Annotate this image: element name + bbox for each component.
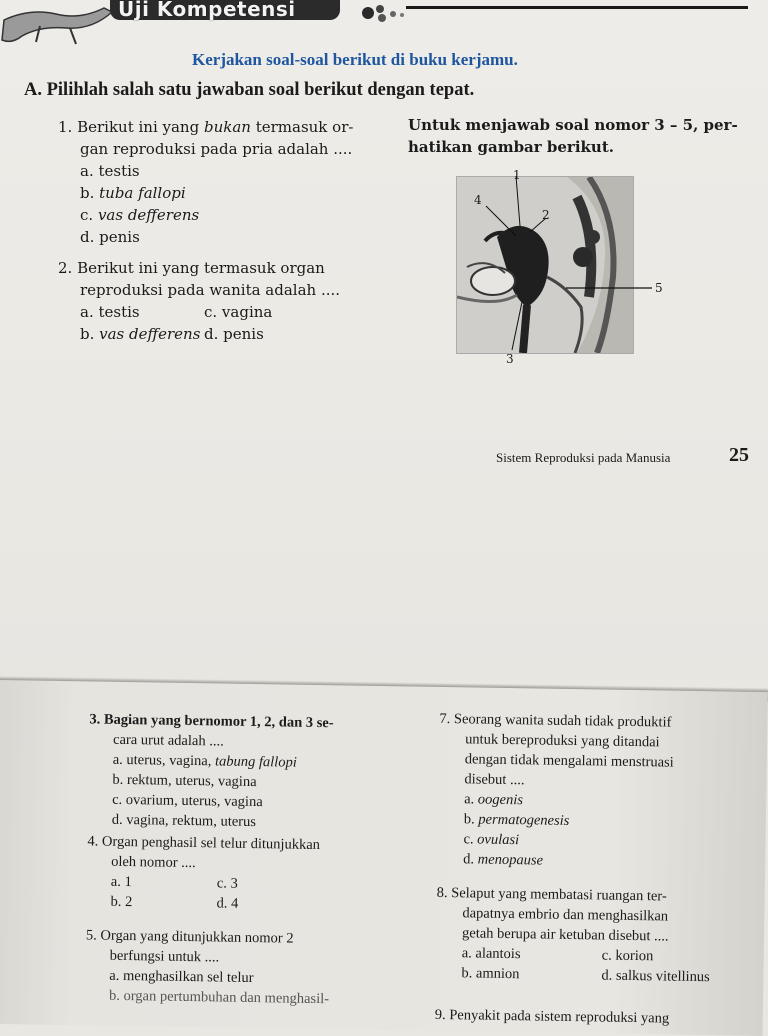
page-number: 25 [729,444,749,466]
q7-option-a: a. oogenis [464,791,524,809]
figure-label-1: 1 [513,168,521,182]
q1-option-c: c. vas defferens [80,206,200,224]
question-7: 7. Seorang wanita sudah tidak produktif untuk bereproduksi yang ditandai dengan tidak mengalami menstruasi disebut .... a. oogenis b. permatogenesis c. ovulasi d. menopause [437,709,757,874]
q7-option-b: b. permatogenesis [463,811,570,829]
banner-rule [406,6,748,9]
q4-option-a: a. 1 [110,873,132,891]
decorative-dots-icon [360,3,408,23]
q8-option-d: d. salkus vitellinus [601,967,710,986]
figure-leader-lines [456,166,676,376]
lizard-icon [0,0,120,48]
q5-option-b-partial: b. organ pertumbuhan dan menghasil- [108,987,330,1008]
question-1: 1. Berikut ini yang bukan termasuk or- gan reproduksi pada pria adalah .... a. testis b. tuba fallopi c. vas defferens d. penis [58,116,388,248]
q2-option-c: c. vagina [204,303,273,321]
figure-label-5: 5 [655,281,663,295]
q2-option-a: a. testis [80,303,140,321]
q8-option-c: c. korion [601,947,654,965]
q1-option-d: d. penis [80,228,140,246]
q3-option-b: b. rektum, uterus, vagina [112,771,257,791]
q4-option-b: b. 2 [110,893,133,911]
question-8: 8. Selaput yang membatasi ruangan ter- dapatnya embrio dan menghasilkan getah berupa air ketuban disebut .... a. alantois c. korion b. amnion d. salkus vitellinus [436,884,710,986]
instruction-heading: Kerjakan soal-soal berikut di buku kerjamu. [192,50,518,69]
question-2: 2. Berikut ini yang termasuk organ reproduksi pada wanita adalah .... a. testis c. vagina b. vas defferens d. penis [58,259,341,343]
figure-intro: Untuk menjawab soal nomor 3 – 5, per- hatikan gambar berikut. [408,116,738,156]
question-9-partial: 9. Penyakit pada sistem reproduksi yang [434,1006,670,1027]
q4-option-c: c. 3 [216,875,238,892]
figure-label-3: 3 [506,352,514,366]
q3-option-c: c. ovarium, uterus, vagina [112,791,263,811]
figure-label-4: 4 [474,193,482,207]
q1-option-a: a. testis [80,162,140,180]
q5-option-a: a. menghasilkan sel telur [109,967,254,987]
q2-option-b: b. vas defferens [80,325,201,343]
q4-option-d: d. 4 [216,895,239,912]
page-footer-title: Sistem Reproduksi pada Manusia [496,450,671,465]
section-a-heading: A. Pilihlah salah satu jawaban soal berikut dengan tepat. [24,80,475,100]
q8-option-b: b. amnion [461,965,520,983]
chapter-banner [0,0,768,22]
figure-label-2: 2 [542,208,550,222]
page-bottom [0,680,768,1036]
q8-option-a: a. alantois [461,945,521,963]
question-4: 4. Organ penghasil sel telur ditunjukkan oleh nomor .... a. 1 c. 3 b. 2 d. 4 [87,833,321,912]
q7-option-c: c. ovulasi [463,831,520,849]
q3-option-d: d. vagina, rektum, uterus [111,811,257,831]
question-3: 3. Bagian yang bernomor 1, 2, dan 3 se- cara urut adalah .... a. uterus, vagina, tabung fallopi b. rektum, uterus, vagina c. ovarium, uterus, vagina d. vagina, rektum, uterus [88,709,400,834]
q3-option-a: a. uterus, vagina, tabung fallopi [112,751,297,771]
q7-option-d: d. menopause [463,851,544,869]
banner-title: Uji Kompetensi [118,0,296,21]
q1-option-b: b. tuba fallopi [80,184,186,202]
question-5: 5. Organ yang ditunjukkan nomor 2 berfungsi untuk .... a. menghasilkan sel telur b. organ pertumbuhan dan menghasil- [85,925,396,1010]
q2-option-d: d. penis [204,325,264,343]
